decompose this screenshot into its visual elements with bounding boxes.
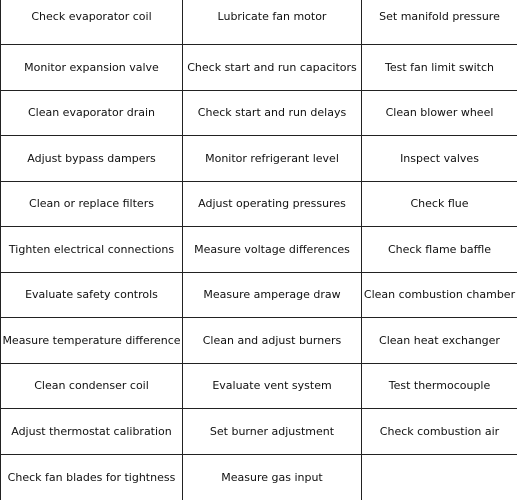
cell-text: Tighten electrical connections	[8, 242, 175, 256]
table-cell	[362, 318, 517, 364]
cell-text: Adjust bypass dampers	[27, 151, 156, 165]
table-cell	[183, 364, 362, 410]
table-cell	[362, 409, 517, 455]
table-cell	[1, 182, 183, 228]
cell-text: Test fan limit switch	[384, 60, 495, 74]
cell-text: Check start and run delays	[197, 106, 347, 120]
cell-text: Clean and adjust burners	[202, 333, 342, 347]
cell-text: Set burner adjustment	[209, 424, 335, 438]
table-cell	[183, 455, 362, 500]
cell-text: Measure amperage draw	[203, 288, 341, 302]
cell-text: Evaluate safety controls	[25, 288, 158, 302]
cell-text: Inspect valves	[400, 151, 479, 165]
cell-text: Clean heat exchanger	[379, 333, 500, 347]
table-cell	[1, 364, 183, 410]
table-cell	[183, 318, 362, 364]
cell-text: Clean evaporator drain	[27, 106, 156, 120]
table-cell	[362, 91, 517, 137]
cell-text: Adjust operating pressures	[198, 197, 346, 211]
table-cell	[362, 136, 517, 182]
cell-text: Measure temperature difference	[2, 333, 181, 347]
cell-text: Check evaporator coil	[31, 10, 152, 23]
table-cell	[1, 409, 183, 455]
cell-text: Adjust thermostat calibration	[11, 424, 172, 438]
table-cell	[183, 227, 362, 273]
table-cell	[183, 136, 362, 182]
table-cell	[183, 91, 362, 137]
table-cell	[362, 273, 517, 319]
cell-text: Check combustion air	[379, 424, 500, 438]
table-cell	[362, 364, 517, 410]
table-cell	[1, 0, 183, 45]
table-cell	[362, 455, 517, 500]
table-cell	[1, 45, 183, 91]
table-cell	[362, 45, 517, 91]
table-cell	[362, 0, 517, 45]
cell-text: Check flue	[410, 197, 469, 211]
table-cell	[183, 182, 362, 228]
cell-text: Clean condenser coil	[34, 379, 149, 393]
cell-text: Clean combustion chamber	[363, 288, 516, 302]
table-cell	[183, 0, 362, 45]
cell-text: Test thermocouple	[388, 379, 491, 393]
table-cell	[1, 91, 183, 137]
cell-text: Evaluate vent system	[212, 379, 332, 393]
cell-text: Set manifold pressure	[379, 10, 500, 23]
cell-text: Clean or replace filters	[29, 197, 154, 211]
table-cell	[183, 273, 362, 319]
table-cell	[1, 318, 183, 364]
cell-text: Measure gas input	[221, 470, 323, 484]
cell-text: Clean blower wheel	[385, 106, 494, 120]
table-cell	[1, 227, 183, 273]
cell-text: Monitor refrigerant level	[205, 151, 339, 165]
cell-text: Check fan blades for tightness	[7, 470, 176, 484]
table-cell	[1, 273, 183, 319]
cell-text: Check flame baffle	[387, 242, 492, 256]
cell-text: Lubricate fan motor	[217, 10, 327, 23]
cell-text: Monitor expansion valve	[24, 60, 159, 74]
table-cell	[362, 182, 517, 228]
cell-text: Measure voltage differences	[194, 242, 350, 256]
table-cell	[183, 45, 362, 91]
table-cell	[183, 409, 362, 455]
table-cell	[362, 227, 517, 273]
table-cell	[1, 455, 183, 500]
cell-text: Check start and run capacitors	[187, 60, 357, 74]
table-cell	[1, 136, 183, 182]
